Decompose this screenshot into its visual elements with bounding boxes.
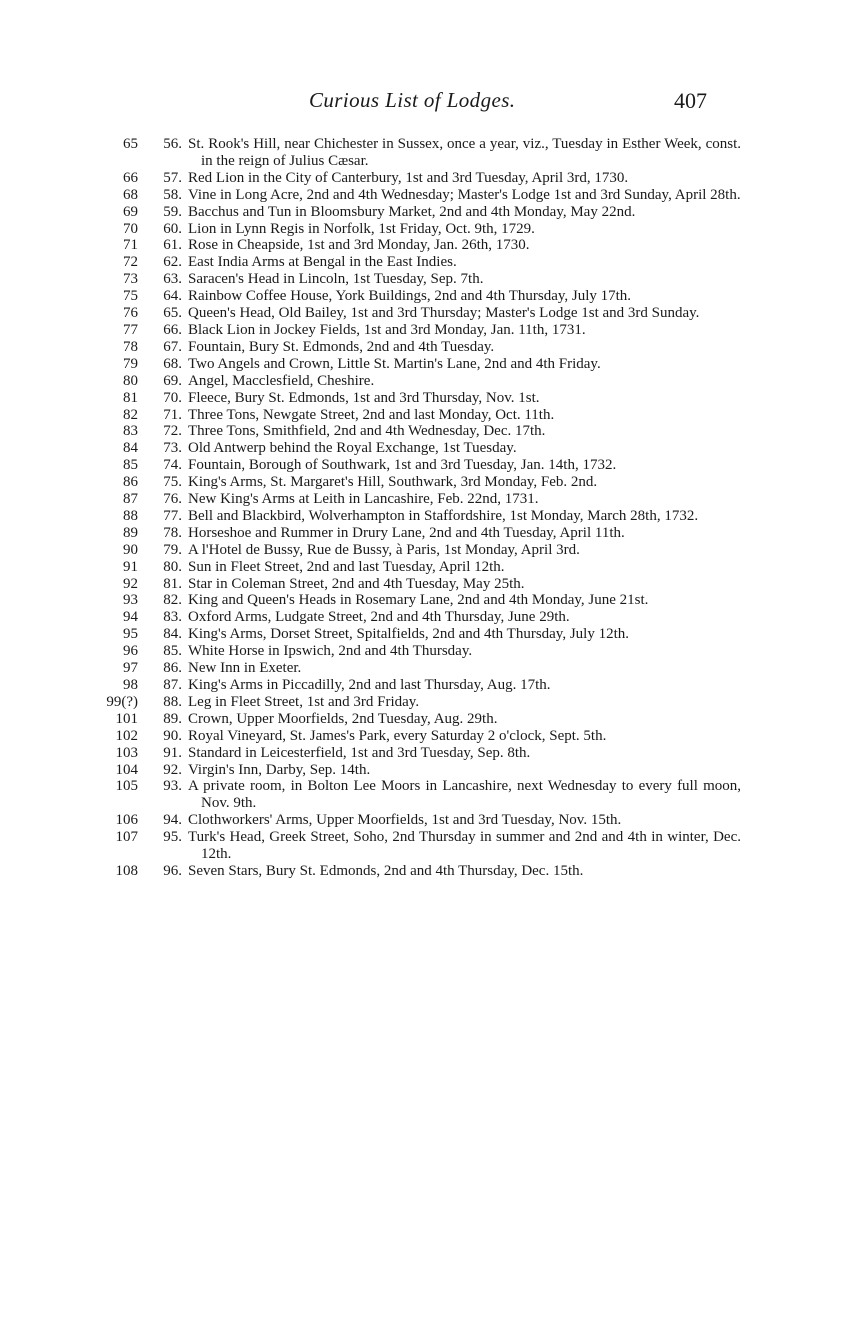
- lodge-description: St. Rook's Hill, near Chichester in Sussex, once a year, viz., Tuesday in Esther Week, const. in the reign of Julius Cæsar.: [188, 136, 741, 169]
- lodge-entry: [0, 187, 842, 204]
- list-number: 83.: [163, 609, 182, 626]
- lodge-entry: [0, 812, 842, 829]
- lodge-description: Royal Vineyard, St. James's Park, every Saturday 2 o'clock, Sept. 5th.: [188, 727, 607, 744]
- lodge-entry: [0, 356, 842, 373]
- lodge-entry: [0, 609, 842, 626]
- lodge-description: Queen's Head, Old Bailey, 1st and 3rd Thursday; Master's Lodge 1st and 3rd Sunday.: [188, 305, 700, 322]
- lodge-description: Rose in Cheapside, 1st and 3rd Monday, Jan. 26th, 1730.: [188, 237, 530, 254]
- lodge-description: New King's Arms at Leith in Lancashire, Feb. 22nd, 1731.: [188, 491, 539, 508]
- old-lodge-number: 82: [123, 406, 138, 423]
- old-lodge-number: 96: [123, 643, 138, 660]
- lodge-description: A private room, in Bolton Lee Moors in Lancashire, next Wednesday to every full moon, Nov. 9th.: [188, 778, 741, 812]
- list-number: 85.: [163, 643, 182, 660]
- lodge-entry: [0, 288, 842, 305]
- lodge-description: Standard in Leicesterfield, 1st and 3rd Tuesday, Sep. 8th.: [188, 744, 531, 761]
- lodge-description: Bacchus and Tun in Bloomsbury Market, 2nd and 4th Monday, May 22nd.: [188, 203, 636, 220]
- lodge-description: Fountain, Bury St. Edmonds, 2nd and 4th Tuesday.: [188, 338, 495, 355]
- lodge-description: Fountain, Borough of Southwark, 1st and 3rd Tuesday, Jan. 14th, 1732.: [188, 457, 617, 474]
- list-number: 84.: [163, 626, 182, 643]
- lodge-description: King's Arms in Piccadilly, 2nd and last Thursday, Aug. 17th.: [188, 677, 551, 693]
- old-lodge-number: 103: [115, 744, 138, 761]
- lodge-entry: [0, 542, 842, 559]
- lodge-description: Turk's Head, Greek Street, Soho, 2nd Thursday in summer and 2nd and 4th in winter, Dec. 12th.: [188, 829, 741, 863]
- lodge-entry: [0, 170, 842, 187]
- list-number: 66.: [163, 321, 182, 338]
- lodge-description: Lion in Lynn Regis in Norfolk, 1st Friday, Oct. 9th, 1729.: [188, 220, 535, 237]
- list-number: 87.: [163, 677, 182, 693]
- list-number: 89.: [163, 710, 182, 727]
- list-number: 58.: [163, 186, 182, 203]
- list-number: 95.: [163, 829, 182, 846]
- old-lodge-number: 80: [123, 372, 138, 389]
- list-number: 64.: [163, 288, 182, 305]
- lodge-description: Seven Stars, Bury St. Edmonds, 2nd and 4th Thursday, Dec. 15th.: [188, 862, 584, 879]
- old-lodge-number: 102: [115, 727, 138, 744]
- list-number: 82.: [163, 592, 182, 609]
- list-number: 71.: [163, 406, 182, 423]
- list-number: 67.: [163, 338, 182, 355]
- lodge-entry: [0, 626, 842, 643]
- lodge-description: Old Antwerp behind the Royal Exchange, 1st Tuesday.: [188, 440, 517, 457]
- list-number: 76.: [163, 491, 182, 508]
- lodge-entry: [0, 778, 842, 812]
- old-lodge-number: 86: [123, 474, 138, 491]
- lodge-entry: [0, 237, 842, 254]
- list-number: 93.: [163, 778, 182, 795]
- old-lodge-number: 108: [115, 862, 138, 879]
- list-number: 56.: [163, 136, 182, 152]
- lodge-description: Red Lion in the City of Canterbury, 1st and 3rd Tuesday, April 3rd, 1730.: [188, 169, 629, 186]
- list-number: 60.: [163, 220, 182, 237]
- lodge-description: Oxford Arms, Ludgate Street, 2nd and 4th Thursday, June 29th.: [188, 609, 570, 626]
- list-number: 59.: [163, 203, 182, 220]
- list-number: 70.: [163, 389, 182, 406]
- lodge-entry: [0, 728, 842, 745]
- lodge-description: King's Arms, Dorset Street, Spitalfields, 2nd and 4th Thursday, July 12th.: [188, 626, 630, 643]
- list-number: 88.: [163, 693, 182, 710]
- old-lodge-number: 65: [123, 136, 138, 152]
- lodge-description: Rainbow Coffee House, York Buildings, 2nd and 4th Thursday, July 17th.: [188, 288, 632, 305]
- lodge-entry: [0, 407, 842, 424]
- list-number: 81.: [163, 575, 182, 592]
- list-number: 92.: [163, 761, 182, 778]
- lodge-description: Horseshoe and Rummer in Drury Lane, 2nd and 4th Tuesday, April 11th.: [188, 524, 625, 541]
- lodge-entry: [0, 829, 842, 863]
- page-header: [0, 88, 842, 118]
- old-lodge-number: 98: [123, 677, 138, 693]
- list-number: 75.: [163, 474, 182, 491]
- lodge-description: Sun in Fleet Street, 2nd and last Tuesday, April 12th.: [188, 558, 505, 575]
- lodge-entry: [0, 643, 842, 660]
- lodge-entry: [0, 508, 842, 525]
- lodge-description: Three Tons, Smithfield, 2nd and 4th Wednesday, Dec. 17th.: [188, 423, 546, 440]
- lodge-entry: [0, 322, 842, 339]
- lodge-entry: [0, 474, 842, 491]
- lodge-description: New Inn in Exeter.: [188, 660, 302, 677]
- old-lodge-number: 66: [123, 169, 138, 186]
- old-lodge-number: 83: [123, 423, 138, 440]
- old-lodge-number: 91: [123, 558, 138, 575]
- old-lodge-number: 77: [123, 321, 138, 338]
- lodge-description: East India Arms at Bengal in the East Indies.: [188, 254, 457, 271]
- running-title: Curious List of Lodges.: [309, 88, 516, 112]
- lodge-entry: [0, 423, 842, 440]
- lodge-entry: [0, 711, 842, 728]
- lodge-description: Fleece, Bury St. Edmonds, 1st and 3rd Thursday, Nov. 1st.: [188, 389, 540, 406]
- list-number: 94.: [163, 812, 182, 829]
- lodge-entry: [0, 136, 842, 170]
- page-number: 407: [674, 88, 707, 113]
- list-number: 65.: [163, 305, 182, 322]
- lodge-description: King's Arms, St. Margaret's Hill, Southwark, 3rd Monday, Feb. 2nd.: [188, 474, 598, 491]
- list-number: 73.: [163, 440, 182, 457]
- list-number: 74.: [163, 457, 182, 474]
- old-lodge-number: 90: [123, 541, 138, 558]
- lodge-entry: [0, 271, 842, 288]
- lodge-entry: [0, 491, 842, 508]
- list-number: 68.: [163, 355, 182, 372]
- list-number: 91.: [163, 744, 182, 761]
- old-lodge-number: 93: [123, 592, 138, 609]
- lodge-entry: [0, 694, 842, 711]
- old-lodge-number: 69: [123, 203, 138, 220]
- old-lodge-number: 73: [123, 271, 138, 288]
- old-lodge-number: 97: [123, 660, 138, 677]
- lodge-description: King and Queen's Heads in Rosemary Lane, 2nd and 4th Monday, June 21st.: [188, 592, 649, 609]
- lodge-list: [0, 136, 842, 880]
- old-lodge-number: 78: [123, 338, 138, 355]
- lodge-entry: [0, 677, 842, 694]
- lodge-description: Clothworkers' Arms, Upper Moorfields, 1st and 3rd Tuesday, Nov. 15th.: [188, 812, 622, 829]
- lodge-entry: [0, 204, 842, 221]
- old-lodge-number: 68: [123, 186, 138, 203]
- lodge-entry: [0, 559, 842, 576]
- old-lodge-number: 84: [123, 440, 138, 457]
- list-number: 57.: [163, 169, 182, 186]
- lodge-description: Saracen's Head in Lincoln, 1st Tuesday, Sep. 7th.: [188, 271, 484, 288]
- lodge-description: Bell and Blackbird, Wolverhampton in Staffordshire, 1st Monday, March 28th, 1732.: [188, 507, 699, 524]
- list-number: 72.: [163, 423, 182, 440]
- lodge-entry: [0, 339, 842, 356]
- lodge-description: Star in Coleman Street, 2nd and 4th Tuesday, May 25th.: [188, 575, 525, 592]
- lodge-entry: [0, 525, 842, 542]
- old-lodge-number: 76: [123, 305, 138, 322]
- old-lodge-number: 87: [123, 491, 138, 508]
- old-lodge-number: 95: [123, 626, 138, 643]
- lodge-entry: [0, 576, 842, 593]
- lodge-entry: [0, 660, 842, 677]
- lodge-description: Vine in Long Acre, 2nd and 4th Wednesday; Master's Lodge 1st and 3rd Sunday, April 28th.: [188, 186, 741, 203]
- list-number: 78.: [163, 524, 182, 541]
- list-number: 90.: [163, 727, 182, 744]
- old-lodge-number: 99(?): [106, 693, 138, 710]
- old-lodge-number: 105: [115, 778, 138, 795]
- lodge-entry: [0, 592, 842, 609]
- list-number: 69.: [163, 372, 182, 389]
- old-lodge-number: 104: [115, 761, 138, 778]
- old-lodge-number: 94: [123, 609, 138, 626]
- list-number: 62.: [163, 254, 182, 271]
- lodge-description: Two Angels and Crown, Little St. Martin's Lane, 2nd and 4th Friday.: [188, 355, 601, 372]
- lodge-description: White Horse in Ipswich, 2nd and 4th Thursday.: [188, 643, 473, 660]
- lodge-entry: [0, 863, 842, 880]
- old-lodge-number: 72: [123, 254, 138, 271]
- lodge-entry: [0, 457, 842, 474]
- lodge-entry: [0, 373, 842, 390]
- lodge-description: Three Tons, Newgate Street, 2nd and last Monday, Oct. 11th.: [188, 406, 555, 423]
- lodge-description: A l'Hotel de Bussy, Rue de Bussy, à Paris, 1st Monday, April 3rd.: [188, 541, 580, 558]
- list-number: 80.: [163, 558, 182, 575]
- list-number: 77.: [163, 507, 182, 524]
- old-lodge-number: 101: [115, 710, 138, 727]
- list-number: 86.: [163, 660, 182, 677]
- lodge-entry: [0, 221, 842, 238]
- list-number: 61.: [163, 237, 182, 254]
- old-lodge-number: 88: [123, 507, 138, 524]
- lodge-description: Angel, Macclesfield, Cheshire.: [188, 372, 375, 389]
- old-lodge-number: 85: [123, 457, 138, 474]
- old-lodge-number: 92: [123, 575, 138, 592]
- old-lodge-number: 75: [123, 288, 138, 305]
- old-lodge-number: 106: [115, 812, 138, 829]
- old-lodge-number: 89: [123, 524, 138, 541]
- old-lodge-number: 107: [115, 829, 138, 846]
- list-number: 79.: [163, 541, 182, 558]
- lodge-entry: [0, 254, 842, 271]
- lodge-description: Virgin's Inn, Darby, Sep. 14th.: [188, 761, 371, 778]
- old-lodge-number: 70: [123, 220, 138, 237]
- lodge-entry: [0, 440, 842, 457]
- lodge-description: Leg in Fleet Street, 1st and 3rd Friday.: [188, 693, 420, 710]
- lodge-entry: [0, 745, 842, 762]
- old-lodge-number: 71: [123, 237, 138, 254]
- old-lodge-number: 79: [123, 355, 138, 372]
- old-lodge-number: 81: [123, 389, 138, 406]
- list-number: 63.: [163, 271, 182, 288]
- list-number: 96.: [163, 862, 182, 879]
- lodge-description: Black Lion in Jockey Fields, 1st and 3rd Monday, Jan. 11th, 1731.: [188, 321, 586, 338]
- lodge-entry: [0, 390, 842, 407]
- lodge-description: Crown, Upper Moorfields, 2nd Tuesday, Aug. 29th.: [188, 710, 498, 727]
- lodge-entry: [0, 305, 842, 322]
- lodge-entry: [0, 762, 842, 779]
